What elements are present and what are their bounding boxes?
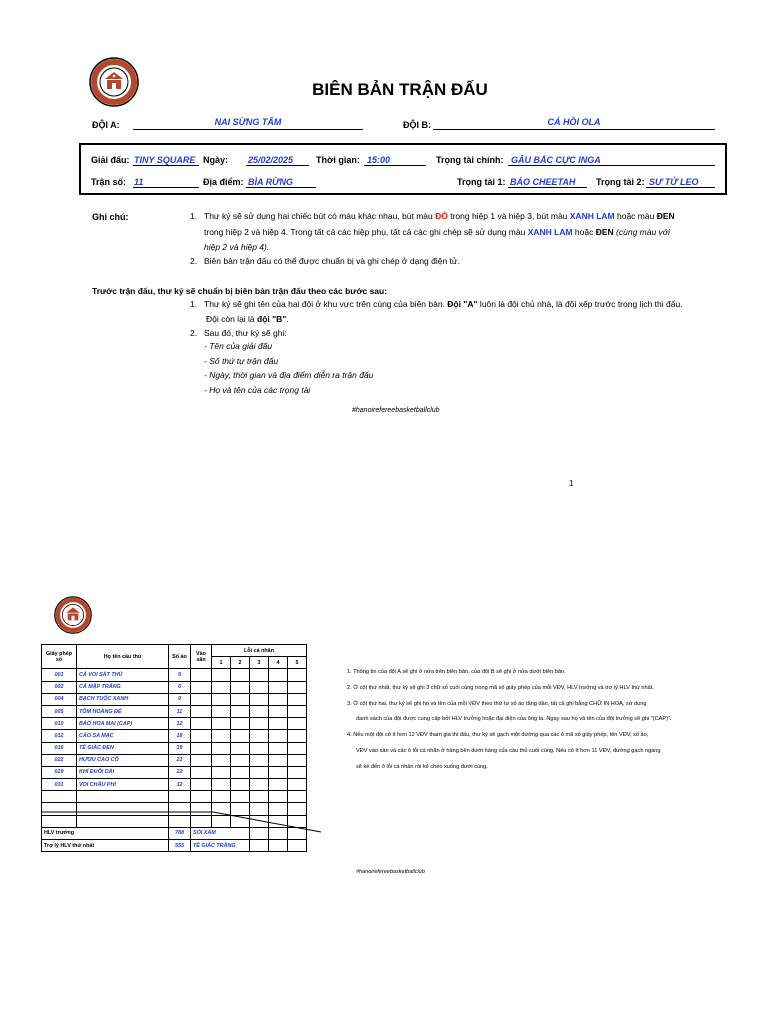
foul-cell: [288, 693, 307, 705]
foul-cell: [212, 718, 231, 730]
header-shirt: Số áo: [169, 645, 191, 669]
foul-cell: [250, 742, 269, 754]
foul-cell: [269, 742, 288, 754]
player-license: 005: [42, 705, 77, 717]
foul-cell: [269, 669, 288, 681]
date-label: Ngày:: [203, 155, 229, 165]
foul-cell: [288, 766, 307, 778]
foul-cell: [212, 730, 231, 742]
entry-cell: [191, 742, 212, 754]
foul-cell: [288, 718, 307, 730]
chief-ref-label: Trọng tài chính:: [436, 155, 504, 165]
prep2-item: - Họ và tên của các trọng tài: [204, 384, 311, 395]
tournament-label: Giải đấu:: [91, 155, 130, 165]
player-name: KHỈ ĐUÔI DÀI: [77, 766, 169, 778]
player-name: TÊ GIÁC ĐEN: [77, 742, 169, 754]
player-row: [42, 779, 307, 791]
date-value: 25/02/2025: [248, 155, 294, 165]
prep1-number: 1.: [190, 299, 198, 309]
foul-cell: [231, 718, 250, 730]
player-name: CÁ MẬP TRẮNG: [77, 681, 169, 693]
player-row: [42, 681, 307, 693]
venue-label: Địa điểm:: [203, 177, 244, 187]
hashtag-page1: #hanoirefereebasketballclub: [352, 407, 440, 414]
player-shirt: 6: [169, 681, 191, 693]
foul-cell: [250, 754, 269, 766]
foul-cell: [250, 705, 269, 717]
player-shirt: 19: [169, 742, 191, 754]
player-shirt: 18: [169, 730, 191, 742]
note1-number: 1.: [190, 211, 198, 221]
foul-cell: [212, 669, 231, 681]
player-name: BẠCH TUỘC XANH: [77, 693, 169, 705]
prep2-text: Sau đó, thư ký sẽ ghi:: [204, 328, 287, 338]
foul-cell: [231, 681, 250, 693]
player-row: [42, 766, 307, 778]
entry-cell: [191, 779, 212, 791]
prep2-item: - Tên của giải đấu: [204, 341, 273, 351]
roster-note: 3. Ở cột thứ hai, thư ký sẽ ghi họ và tên của mỗi VĐV theo thứ tự số áo tăng dần, tất cả ghi bằng CHỮ IN HOA, sử dụng: [347, 700, 647, 707]
foul-cell: [212, 754, 231, 766]
player-shirt: 12: [169, 718, 191, 730]
foul-cell: [269, 730, 288, 742]
note1-line2: trong hiệp 2 và hiệp 4. Trong tất cả các hiệp phụ, tất cả các ghi chép sẽ sử dụng màu XANH LAM hoặc ĐEN (cùng màu với: [204, 227, 670, 237]
foul-cell: [269, 705, 288, 717]
foul-cell: [231, 705, 250, 717]
hashtag-page2: #hanoirefereebasketballclub: [356, 869, 425, 875]
player-shirt: 11: [169, 705, 191, 717]
roster-note: 2. Ở cột thứ nhất, thư ký sẽ ghi 3 chữ số cuối cùng trong mã số giấy phép của mỗi VĐV, HLV trưởng và trợ lý HLV thứ nhất.: [347, 684, 654, 691]
foul-cell: [231, 693, 250, 705]
page-title: BIÊN BẢN TRẬN ĐẤU: [312, 80, 488, 99]
entry-cell: [191, 681, 212, 693]
player-row: [42, 730, 307, 742]
foul-cell: [269, 681, 288, 693]
player-license: 002: [42, 681, 77, 693]
foul-cell: [288, 730, 307, 742]
tournament-value: TINY SQUARE: [134, 155, 196, 165]
foul-cell: [250, 730, 269, 742]
prep2-item: - Ngày, thời gian và địa điểm diễn ra trận đấu: [204, 370, 374, 380]
roster-notes: [347, 665, 747, 776]
player-name: CÁ VOI SÁT THỦ: [77, 669, 169, 681]
player-license: 016: [42, 742, 77, 754]
prep2-number: 2.: [190, 328, 198, 338]
foul-col: 5: [288, 657, 307, 669]
coach-license: 788: [169, 827, 191, 839]
header-license: Giấy phép số: [42, 645, 77, 669]
roster-note: 4. Nếu một đội có ít hơn 12 VĐV tham gia thi đấu, thư ký sẽ gạch một đường qua các ô mã số giấy phép, tên VĐV, số áo,: [347, 732, 649, 739]
roster-note: sẽ kẻ đến ô lỗi cá nhân rồi kẻ chéo xuống dưới cùng.: [356, 763, 488, 770]
note1-line1: Thư ký sẽ sử dụng hai chiếc bút có màu khác nhau, bút màu ĐỎ trong hiệp 1 và hiệp 3, bút màu XANH LAM hoặc màu ĐEN: [204, 211, 675, 221]
foul-cell: [250, 693, 269, 705]
foul-cell: [250, 681, 269, 693]
foul-cell: [269, 766, 288, 778]
player-license: 031: [42, 779, 77, 791]
coach-name: SÓI XÁM: [191, 827, 250, 839]
foul-cell: [231, 779, 250, 791]
empty-row: [42, 791, 307, 803]
prep-title: Trước trận đấu, thư ký sẽ chuẩn bị biên bản trận đấu theo các bước sau:: [92, 286, 388, 296]
player-license: 001: [42, 669, 77, 681]
foul-cell: [250, 766, 269, 778]
ref1-label: Trọng tài 1:: [457, 177, 506, 187]
foul-cell: [212, 742, 231, 754]
foul-cell: [250, 669, 269, 681]
header-fouls: Lỗi cá nhân: [212, 645, 307, 657]
player-shirt: 9: [169, 693, 191, 705]
player-license: 029: [42, 766, 77, 778]
match-no-label: Trận số:: [91, 177, 127, 187]
team-b-value: CÁ HỒI OLA: [547, 117, 601, 127]
note2-number: 2.: [190, 256, 198, 266]
roster-note: 1. Thông tin của đội A sẽ ghi ở nửa trên biên bản, của đội B sẽ ghi ở nửa dưới biên bản.: [347, 669, 566, 675]
time-value: 15:00: [367, 155, 391, 165]
entry-cell: [191, 705, 212, 717]
foul-cell: [288, 669, 307, 681]
header-name: Họ tên cầu thủ: [77, 645, 169, 669]
entry-cell: [191, 730, 212, 742]
entry-cell: [191, 669, 212, 681]
entry-cell: [191, 754, 212, 766]
player-license: 012: [42, 730, 77, 742]
player-shirt: 5: [169, 669, 191, 681]
foul-cell: [288, 681, 307, 693]
foul-cell: [231, 766, 250, 778]
player-shirt: 22: [169, 766, 191, 778]
player-name: VOI CHÂU PHI: [77, 779, 169, 791]
foul-cell: [288, 742, 307, 754]
note1-line3: hiệp 2 và hiệp 4).: [204, 242, 270, 252]
team-a-label: ĐỘI A:: [92, 120, 120, 130]
foul-cell: [231, 730, 250, 742]
player-row: [42, 669, 307, 681]
ref2-label: Trọng tài 2:: [596, 177, 645, 187]
player-name: TÔM HOÀNG ĐẾ: [77, 705, 169, 717]
player-license: 004: [42, 693, 77, 705]
entry-cell: [191, 693, 212, 705]
foul-cell: [269, 754, 288, 766]
note2-text: Biên bản trận đấu có thể được chuẩn bị và ghi chép ở dạng điện tử.: [204, 256, 460, 266]
foul-cell: [231, 742, 250, 754]
foul-col: 3: [250, 657, 269, 669]
player-name: CÁO SA MẠC: [77, 730, 169, 742]
match-no-value: 11: [134, 177, 144, 187]
prep2-list: [204, 339, 373, 397]
assistant-label: Trợ lý HLV thứ nhất: [42, 840, 169, 852]
entry-cell: [191, 766, 212, 778]
page-number: 1: [569, 479, 574, 488]
club-logo-small: [54, 596, 92, 634]
player-name: HƯƠU CAO CỔ: [77, 754, 169, 766]
player-shirt: 32: [169, 779, 191, 791]
foul-cell: [250, 779, 269, 791]
foul-cell: [250, 718, 269, 730]
assistant-license: 555: [169, 840, 191, 852]
notes-label: Ghi chú:: [92, 212, 129, 222]
player-row: [42, 742, 307, 754]
entry-cell: [191, 718, 212, 730]
foul-cell: [269, 693, 288, 705]
foul-cell: [212, 705, 231, 717]
foul-cell: [231, 669, 250, 681]
foul-cell: [288, 754, 307, 766]
chief-ref-value: GẤU BẮC CỰC INGA: [511, 155, 601, 165]
foul-cell: [269, 718, 288, 730]
player-license: 010: [42, 718, 77, 730]
player-row: [42, 693, 307, 705]
time-label: Thời gian:: [316, 155, 360, 165]
player-license: 022: [42, 754, 77, 766]
team-b-label: ĐỘI B:: [403, 120, 431, 130]
prep1-line1: Thư ký sẽ ghi tên của hai đội ở khu vực trên cùng của biên bản. Đội "A" luôn là đội chủ nhà, là đội xếp trước trong lịch thi đấu.: [204, 299, 683, 309]
prep2-item: - Số thứ tự trận đấu: [204, 355, 279, 366]
foul-col: 1: [212, 657, 231, 669]
ref1-value: BÁO CHEETAH: [510, 177, 576, 187]
foul-cell: [288, 705, 307, 717]
assistant-name: TÊ GIÁC TRẮNG: [191, 840, 250, 852]
player-row: [42, 705, 307, 717]
player-row: [42, 754, 307, 766]
ref2-value: SƯ TỬ LEO: [649, 177, 699, 187]
venue-value: BÌA RỪNG: [248, 177, 293, 187]
player-name: BÁO HOA MAI (CAP): [77, 718, 169, 730]
assistant-row: [42, 840, 307, 852]
foul-cell: [212, 681, 231, 693]
strike-lines: [41, 810, 323, 834]
foul-col: 2: [231, 657, 250, 669]
coach-label: HLV trưởng: [42, 827, 169, 839]
team-a-value: NAI SỪNG TẤM: [214, 117, 282, 127]
foul-cell: [231, 754, 250, 766]
foul-cell: [212, 766, 231, 778]
foul-cell: [288, 779, 307, 791]
player-shirt: 21: [169, 754, 191, 766]
player-row: [42, 718, 307, 730]
header-entry: Vào sân: [191, 645, 212, 669]
foul-cell: [212, 693, 231, 705]
foul-cell: [212, 779, 231, 791]
roster-note: VĐV vào sân và các ô lỗi cá nhân ở hàng bên dưới hàng của cầu thủ cuối cùng. Nếu có ít hơn 11 VĐV, đường gạch ngang: [356, 747, 661, 754]
roster-note: danh sách của đội được cung cấp bởi HLV trưởng hoặc đại diện của ông ta. Ngay sau họ và tên của đội trưởng sẽ ghi "(CAP)".: [356, 716, 672, 723]
prep1-line2: Đội còn lại là đội "B".: [206, 314, 289, 324]
foul-cell: [269, 779, 288, 791]
foul-col: 4: [269, 657, 288, 669]
